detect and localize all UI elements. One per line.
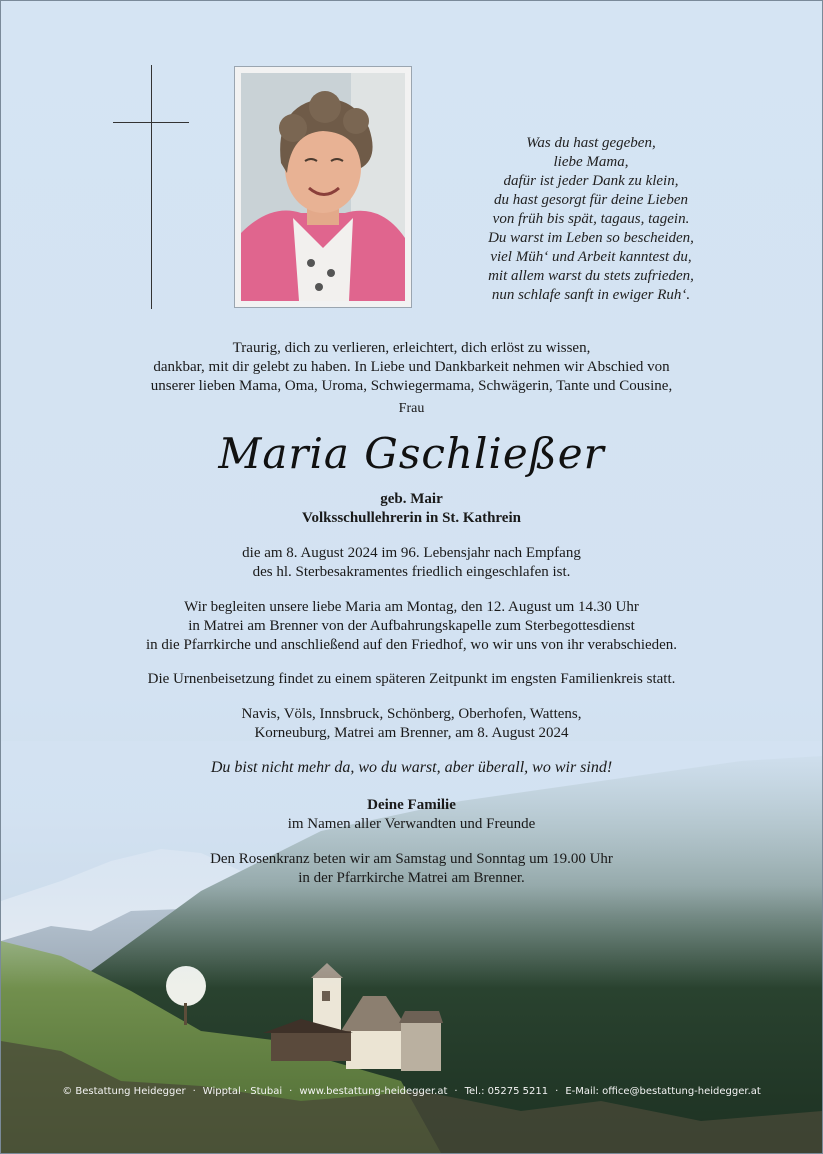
poem-line: liebe Mama,: [553, 154, 629, 170]
places: [1, 705, 822, 743]
rosary-notice: [1, 850, 822, 888]
death-line: die am 8. August 2024 im 96. Lebensjahr nach Empfang: [242, 545, 581, 561]
rosary-line: in der Pfarrkirche Matrei am Brenner.: [298, 870, 525, 886]
footer-region: Wipptal · Stubai: [202, 1086, 283, 1097]
rosary-line: Den Rosenkranz beten wir am Samstag und Sonntag um 19.00 Uhr: [210, 851, 613, 867]
profession: Volksschullehrerin in St. Kathrein: [302, 510, 521, 526]
places-line: Navis, Völs, Innsbruck, Schönberg, Oberhofen, Wattens,: [241, 706, 582, 722]
death-notice: [1, 544, 822, 582]
poem-line: mit allem warst du stets zufrieden,: [488, 268, 694, 284]
poem-line: Was du hast gegeben,: [526, 135, 656, 151]
family-subtitle: im Namen aller Verwandten und Freunde: [287, 816, 536, 832]
places-line: Korneuburg, Matrei am Brenner, am 8. August 2024: [254, 725, 569, 741]
salutation: Frau: [398, 401, 425, 416]
poem-line: viel Müh‘ und Arbeit kanntest du,: [490, 249, 692, 265]
footer: © Bestattung Heidegger · Wipptal · Stubai · www.bestattung-heidegger.at · Tel.: 05275 5211 · E-Mail: office@bestattung-heidegger.at: [62, 1086, 761, 1097]
quote: Du bist nicht mehr da, wo du warst, aber überall, wo wir sind!: [210, 759, 613, 776]
funeral-line: Wir begleiten unsere liebe Maria am Montag, den 12. August um 14.30 Uhr: [184, 599, 639, 615]
poem-line: nun schlafe sanft in ewiger Ruh‘.: [491, 287, 691, 303]
poem: [441, 134, 741, 305]
intro-line: dankbar, mit dir gelebt zu haben. In Liebe und Dankbarkeit nehmen wir Abschied von: [153, 359, 670, 375]
footer-website-link[interactable]: www.bestattung-heidegger.at: [299, 1086, 448, 1097]
footer-phone: Tel.: 05275 5211: [464, 1086, 549, 1097]
funeral-line: in die Pfarrkirche und anschließend auf den Friedhof, wo wir uns von ihr verabschieden.: [145, 637, 678, 653]
poem-line: du hast gesorgt für deine Lieben: [493, 192, 688, 208]
portrait-photo: [234, 66, 412, 308]
deceased-name: Maria Gschließer: [218, 429, 605, 478]
footer-company: © Bestattung Heidegger: [62, 1086, 186, 1097]
cross-icon-vertical: [151, 65, 152, 309]
poem-line: dafür ist jeder Dank zu klein,: [503, 173, 679, 189]
poem-line: Du warst im Leben so bescheiden,: [488, 230, 694, 246]
funeral-line: in Matrei am Brenner von der Aufbahrungskapelle zum Sterbegottesdienst: [188, 618, 635, 634]
poem-line: von früh bis spät, tagaus, tagein.: [492, 211, 690, 227]
intro-line: Traurig, dich zu verlieren, erleichtert, dich erlöst zu wissen,: [232, 340, 591, 356]
intro-line: unserer lieben Mama, Oma, Uroma, Schwiegermama, Schwägerin, Tante und Cousine,: [150, 378, 673, 394]
maiden-name: geb. Mair: [380, 491, 443, 507]
death-line: des hl. Sterbesakramentes friedlich eingeschlafen ist.: [252, 564, 571, 580]
family-signature: Deine Familie: [367, 797, 456, 813]
footer-email-link[interactable]: E-Mail: office@bestattung-heidegger.at: [565, 1086, 761, 1097]
urn-notice: Die Urnenbeisetzung findet zu einem späteren Zeitpunkt im engsten Familienkreis statt.: [147, 671, 676, 687]
funeral-notice: [1, 598, 822, 655]
intro-text: [1, 339, 822, 396]
cross-icon-horizontal: [113, 122, 189, 123]
